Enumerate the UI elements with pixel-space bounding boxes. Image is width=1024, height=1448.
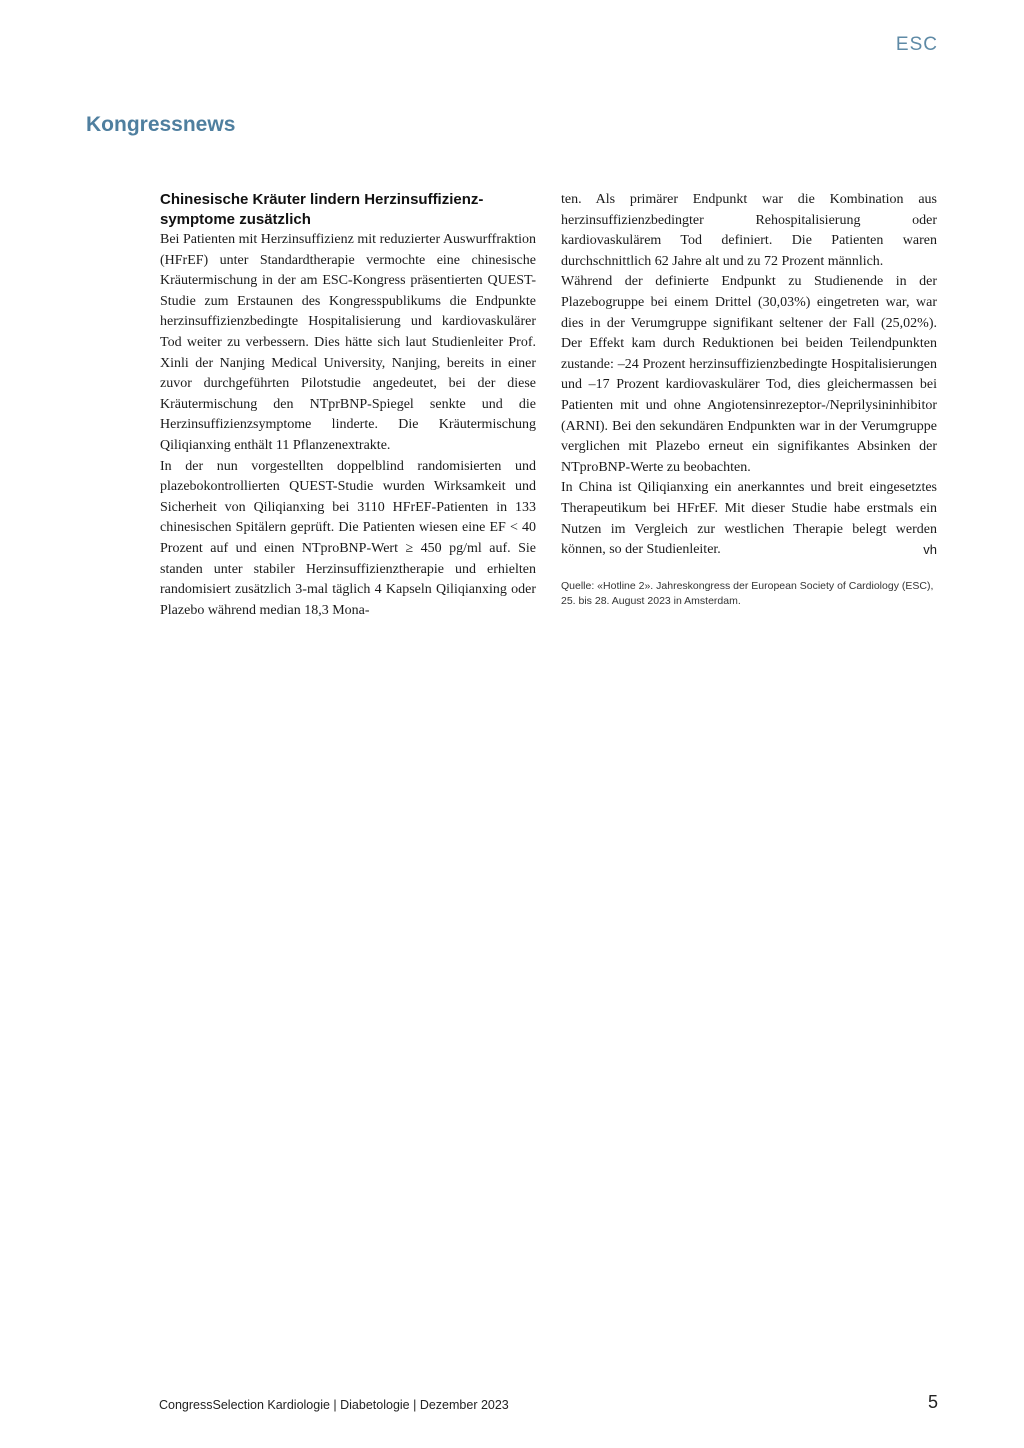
paragraph-study-design-continued: ten. Als primärer Endpunkt war die Kombination aus herzinsuffizienzbedingter Rehospitalisierung oder kardiovaskulärem Tod definiert. Die Patienten waren durchschnittlich 62 Jahre alt und zu 72 Prozent männlich. xyxy=(561,192,937,269)
paragraph-conclusion xyxy=(561,478,937,560)
section-title: Kongressnews xyxy=(86,113,236,136)
right-column xyxy=(561,190,937,621)
article-body xyxy=(160,190,937,621)
section-tag: ESC xyxy=(895,34,938,55)
left-column xyxy=(160,190,536,621)
footer-publication: CongressSelection Kardiologie | Diabetologie | Dezember 2023 xyxy=(159,1398,509,1412)
article-title: Chinesische Kräuter lindern Herzinsuffizienzsymptome zusätzlich xyxy=(160,191,484,228)
page-number: 5 xyxy=(927,1392,938,1412)
author-initials: vh xyxy=(923,542,937,558)
paragraph-intro: Bei Patienten mit Herzinsuffizienz mit reduzierter Auswurffraktion (HFrEF) unter Standardtherapie vermochte eine chinesische Kräutermischung in der am ESC-Kongress präsentierten QUEST-Studie zum Erstaunen des Kongresspublikums die Endpunkte herzinsuffizienzbedingte Hospitalisierung und kardiovaskulärer Tod weiter zu verbessern. Dies hätte sich laut Studienleiter Prof. Xinli der Nanjing Medical University, Nanjing, bereits in einer zuvor durchgeführten Pilotstudie angedeutet, bei der diese Kräutermischung den NTprBNP-Spiegel senkte und die Herzinsuffizienzsymptome linderte. Die Kräutermischung Qiliqianxing enthält 11 Pflanzenextrakte. xyxy=(160,232,536,453)
paragraph-study-design: In der nun vorgestellten doppelblind randomisierten und plazebokontrollierten QUEST-Studie wurden Wirksamkeit und Sicherheit von Qiliqianxing bei 3110 HFrEF-Patienten in 133 chinesischen Spitälern geprüft. Die Patienten wiesen eine EF < 40 Prozent auf und einen NTproBNP-Wert ≥ 450 pg/ml auf. Sie standen unter stabiler Herzinsuffizienztherapie und erhielten randomisiert zusätzlich 3-mal täglich 4 Kapseln Qiliqianxing oder Plazebo während median 18,3 Mona- xyxy=(160,458,536,618)
conclusion-text: In China ist Qiliqianxing ein anerkanntes und breit eingesetztes Therapeutikum bei HFrEF. Mit dieser Studie habe erstmals ein Nutzen im Vergleich zur westlichen Therapie belegt werden können, so der Studienleiter. xyxy=(561,480,937,558)
source-note: Quelle: «Hotline 2». Jahreskongress der European Society of Cardiology (ESC), 25. bis 28. August 2023 in Amsterdam. xyxy=(561,579,934,607)
paragraph-results: Während der definierte Endpunkt zu Studienende in der Plazebogruppe bei einem Drittel (30,03%) eingetreten war, war dies in der Verumgruppe signifikant seltener der Fall (25,02%). Der Effekt kam durch Reduktionen bei beiden Teilendpunkten zustande: –24 Prozent herzinsuffizienzbedingte Hospitalisierungen und –17 Prozent kardiovaskulärer Tod, dies gleichermassen bei Patienten mit und ohne Angiotensinrezeptor-/Neprilysininhibitor (ARNI). Bei den sekundären Endpunkten war in der Verumgruppe verglichen mit Plazebo erneut ein signifikantes Absinken der NTproBNP-Werte zu beobachten. xyxy=(561,274,937,475)
